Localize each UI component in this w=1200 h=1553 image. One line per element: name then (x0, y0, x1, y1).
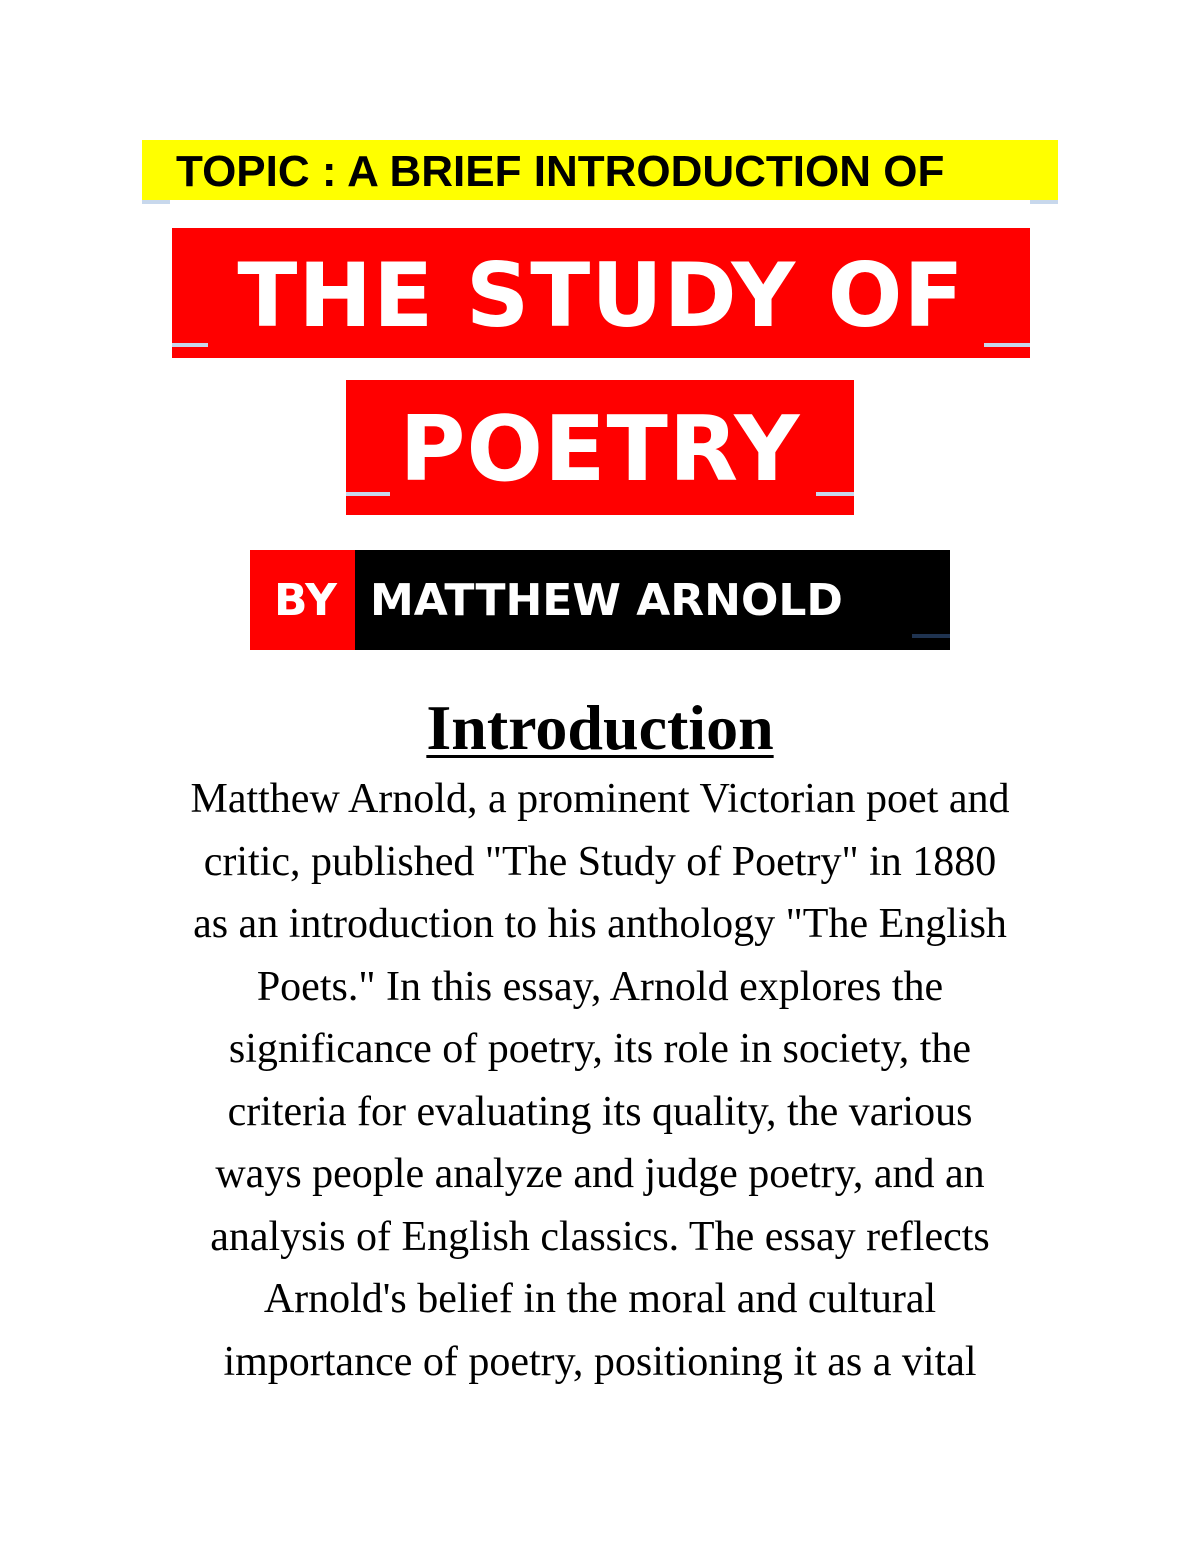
title-line2-mark-right (816, 492, 854, 496)
section-heading (0, 688, 1200, 768)
byline-author: MATTHEW ARNOLD (370, 575, 843, 626)
byline-mark-right (912, 634, 950, 638)
paragraph-line: analysis of English classics. The essay reflects (210, 1213, 990, 1260)
paragraph-line: Poets." In this essay, Arnold explores the (256, 963, 944, 1010)
byline-prefix: BY (274, 575, 337, 626)
topic-banner (142, 140, 1058, 202)
section-heading-text: Introduction (426, 692, 774, 763)
title-line1: THE STUDY OF (237, 244, 965, 347)
paragraph-line: critic, published "The Study of Poetry" in 1880 (203, 838, 997, 885)
paragraph-line: significance of poetry, its role in society, the (228, 1026, 972, 1072)
topic-text: TOPIC : A BRIEF INTRODUCTION OF (176, 147, 945, 196)
paragraph-line: ways people analyze and judge poetry, and an (215, 1151, 985, 1197)
paragraph-line: Arnold's belief in the moral and cultural (263, 1276, 937, 1322)
paragraph-line: importance of poetry, positioning it as a vital (223, 1338, 977, 1385)
topic-underline-mark-right (1030, 200, 1058, 204)
topic-underline-mark-left (142, 200, 170, 204)
introduction-paragraph (130, 768, 1070, 1393)
title-line2-mark-left (346, 492, 390, 496)
title-line1-mark-right (984, 343, 1030, 347)
paragraph-line: Matthew Arnold, a prominent Victorian poet and (190, 776, 1010, 822)
title-line2: POETRY (399, 397, 801, 502)
paragraph-line: as an introduction to his anthology "The English (193, 901, 1007, 947)
title-line1-mark-left (172, 343, 208, 347)
paragraph-line: criteria for evaluating its quality, the various (227, 1088, 973, 1135)
